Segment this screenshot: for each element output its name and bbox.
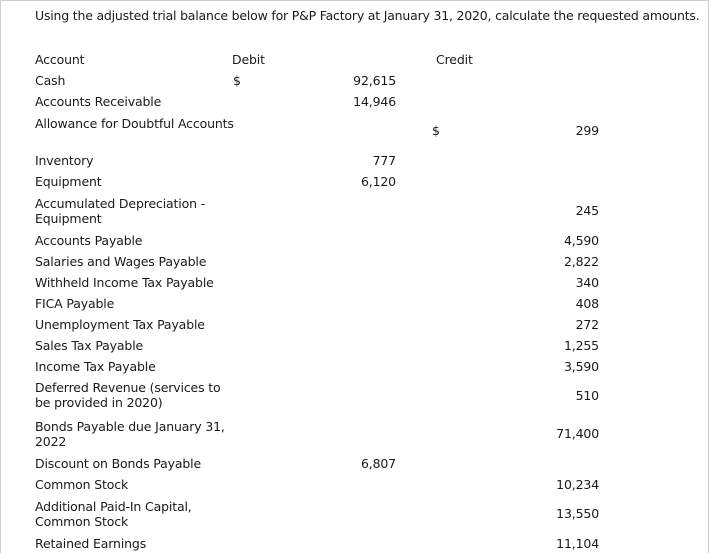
table-row-credit: 11,104: [556, 536, 599, 551]
table-row-account: Inventory: [35, 153, 94, 168]
table-row-debit: 777: [372, 153, 396, 168]
table-row-debit: 14,946: [353, 94, 396, 109]
table-row-credit: 71,400: [556, 426, 599, 441]
table-row-credit: 299: [575, 123, 599, 138]
table-row-credit: 13,550: [556, 506, 599, 521]
table-row-account: Deferred Revenue (services to be provided in 2020): [35, 380, 221, 410]
table-row-account: Common Stock: [35, 477, 129, 492]
table-row-debit: 92,615: [353, 73, 396, 88]
table-row-account: Unemployment Tax Payable: [35, 317, 205, 332]
table-row-account: FICA Payable: [35, 296, 115, 311]
table-row-credit: 272: [575, 317, 599, 332]
table-row-account: Retained Earnings: [35, 536, 147, 551]
table-row-credit: 4,590: [563, 233, 599, 248]
table-row-account: Salaries and Wages Payable: [35, 254, 207, 269]
table-row-account: Accumulated Depreciation - Equipment: [35, 196, 206, 226]
table-row-account: Accounts Receivable: [35, 94, 162, 109]
table-row-account: Bonds Payable due January 31, 2022: [35, 419, 225, 449]
table-row-account: Sales Tax Payable: [35, 338, 144, 353]
table-row-account: Cash: [35, 73, 66, 88]
table-row-credit: 1,255: [563, 338, 599, 353]
table-row-credit: 408: [575, 296, 599, 311]
credit-dollar-sign: $: [432, 123, 440, 138]
table-row-account: Equipment: [35, 174, 102, 189]
table-row-account: Allowance for Doubtful Accounts: [35, 116, 234, 131]
header-debit: Debit: [232, 52, 265, 67]
question-prompt: Using the adjusted trial balance below for P&P Factory at January 31, 2020, calculate the requested amounts.: [35, 8, 700, 23]
table-row-credit: 340: [575, 275, 599, 290]
debit-dollar-sign: $: [233, 73, 241, 88]
table-row-account: Income Tax Payable: [35, 359, 156, 374]
table-row-credit: 245: [575, 203, 599, 218]
table-row-credit: 3,590: [563, 359, 599, 374]
table-row-credit: 510: [575, 388, 599, 403]
table-row-credit: 10,234: [556, 477, 599, 492]
table-row-account: Additional Paid-In Capital, Common Stock: [35, 499, 192, 529]
table-row-account: Accounts Payable: [35, 233, 143, 248]
header-credit: Credit: [436, 52, 473, 67]
header-account: Account: [35, 52, 85, 67]
table-row-account: Discount on Bonds Payable: [35, 456, 202, 471]
table-row-account: Withheld Income Tax Payable: [35, 275, 214, 290]
table-row-debit: 6,120: [360, 174, 396, 189]
table-row-credit: 2,822: [563, 254, 599, 269]
table-row-debit: 6,807: [360, 456, 396, 471]
